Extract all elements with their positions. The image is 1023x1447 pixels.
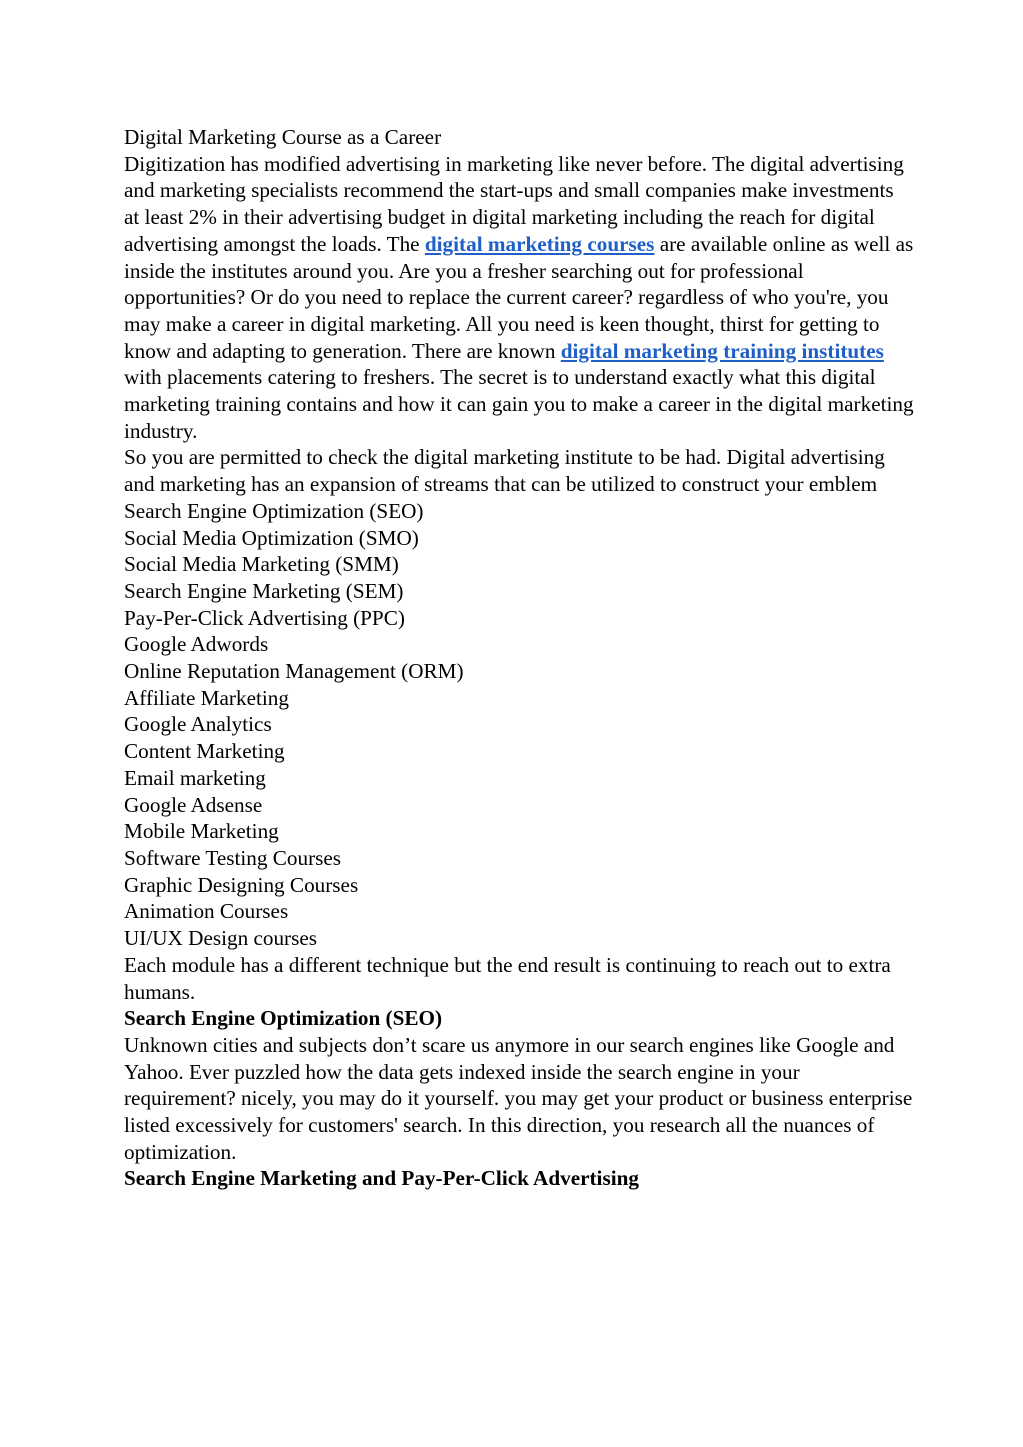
list-item: Animation Courses — [124, 899, 289, 924]
list-item: Social Media Optimization (SMO) — [124, 525, 419, 550]
training-institutes-link[interactable]: digital marketing training institutes — [560, 338, 884, 363]
list-item: Search Engine Optimization (SEO) — [124, 498, 424, 523]
digital-marketing-courses-link[interactable]: digital marketing courses — [424, 231, 655, 256]
document-title: Digital Marketing Course as a Career — [124, 125, 442, 149]
list-item: UI/UX Design courses — [124, 926, 318, 951]
list-item: Email marketing — [124, 765, 266, 790]
module-summary-paragraph: Each module has a different technique but the end result is continuing to reach out to extra humans. — [124, 952, 891, 1004]
list-item: Google Adsense — [124, 792, 263, 817]
list-item: Google Analytics — [124, 712, 272, 737]
intro-text-3: with placements catering to freshers. The secret is to understand exactly what this digital marketing training contains and how it can gain you to make a career in the digital marketing industry. — [124, 365, 914, 443]
streams-list — [124, 498, 914, 952]
list-item: Content Marketing — [124, 739, 285, 764]
list-item: Online Reputation Management (ORM) — [124, 659, 464, 684]
list-item: Affiliate Marketing — [124, 685, 289, 710]
intro-text-2: are available online as well as inside the institutes around you. Are you a fresher searching out for professional opportunities? Or do you need to replace the current career? regardless of who you're, you may make a career in digital marketing. All you need is keen thought, thirst for getting to know and adapting to generation. There are known — [124, 231, 914, 363]
list-item: Google Adwords — [124, 632, 269, 657]
list-item: Software Testing Courses — [124, 845, 342, 870]
sem-ppc-heading: Search Engine Marketing and Pay-Per-Click Advertising — [124, 1166, 639, 1191]
list-item: Mobile Marketing — [124, 819, 279, 844]
intro-text-1: Digitization has modified advertising in marketing like never before. The digital advertising and marketing specialists recommend the start-ups and small companies make investments at least 2% in their advertising budget in digital marketing including the reach for digital advertising amongst the loads. The — [124, 151, 904, 256]
streams-intro-paragraph: So you are permitted to check the digital marketing institute to be had. Digital advertising and marketing has an expansion of streams that can be utilized to construct your emblem — [124, 445, 885, 497]
list-item: Social Media Marketing (SMM) — [124, 552, 399, 577]
list-item: Graphic Designing Courses — [124, 872, 359, 897]
list-item: Pay-Per-Click Advertising (PPC) — [124, 605, 405, 630]
document-page — [124, 124, 914, 1192]
seo-heading: Search Engine Optimization (SEO) — [124, 1006, 443, 1031]
seo-paragraph: Unknown cities and subjects don’t scare us anymore in our search engines like Google and Yahoo. Ever puzzled how the data gets indexed inside the search engine in your requirement? nicely, you may do it yourself. you may get your product or business enterprise listed excessively for customers' search. In this direction, you research all the nuances of optimization. — [124, 1032, 913, 1164]
intro-paragraph — [124, 151, 914, 445]
list-item: Search Engine Marketing (SEM) — [124, 578, 404, 603]
